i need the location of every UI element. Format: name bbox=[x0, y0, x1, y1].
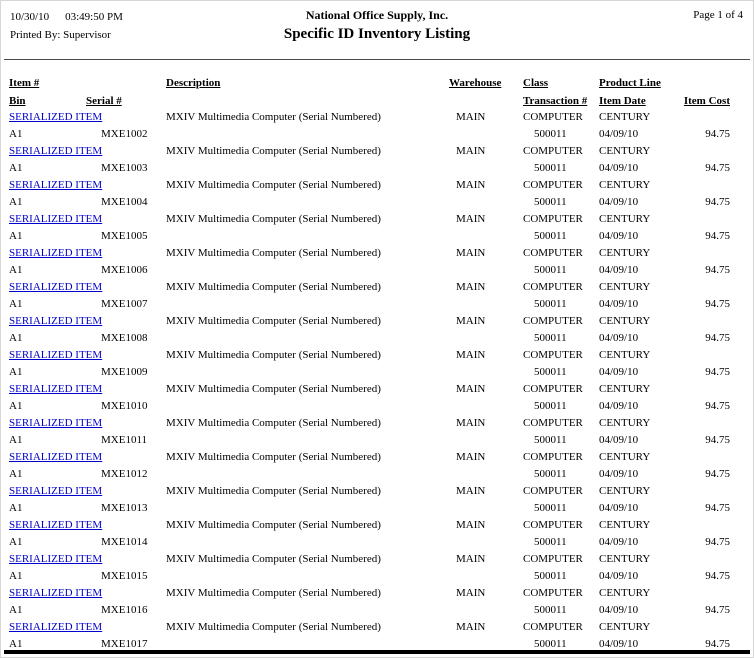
col-header-bin: Bin bbox=[9, 95, 26, 107]
bin-cell: A1 bbox=[9, 604, 23, 616]
class-cell: COMPUTER bbox=[523, 553, 583, 565]
item-link[interactable]: SERIALIZED ITEM bbox=[9, 587, 103, 599]
item-line-1 bbox=[1, 279, 753, 296]
warehouse-cell: MAIN bbox=[456, 247, 486, 259]
class-cell: COMPUTER bbox=[523, 213, 583, 225]
item-cost-cell: 94.75 bbox=[705, 468, 730, 480]
serial-cell: MXE1011 bbox=[101, 434, 148, 446]
col-header-item-cost: Item Cost bbox=[683, 95, 730, 107]
item-line-2 bbox=[1, 262, 753, 279]
product-line-cell: CENTURY bbox=[599, 621, 651, 633]
product-line-cell: CENTURY bbox=[599, 383, 651, 395]
product-line-cell: CENTURY bbox=[599, 315, 651, 327]
description-cell: MXIV Multimedia Computer (Serial Numbered) bbox=[166, 451, 381, 463]
item-date-cell: 04/09/10 bbox=[599, 332, 639, 344]
transaction-cell: 500011 bbox=[534, 638, 567, 650]
warehouse-cell: MAIN bbox=[456, 553, 486, 565]
item-line-2 bbox=[1, 398, 753, 415]
transaction-cell: 500011 bbox=[534, 332, 567, 344]
product-line-cell: CENTURY bbox=[599, 111, 651, 123]
item-line-2 bbox=[1, 432, 753, 449]
warehouse-cell: MAIN bbox=[456, 213, 486, 225]
product-line-cell: CENTURY bbox=[599, 417, 651, 429]
item-line-2 bbox=[1, 534, 753, 551]
item-line-1 bbox=[1, 517, 753, 534]
table-row bbox=[1, 517, 753, 551]
table-row bbox=[1, 483, 753, 517]
product-line-cell: CENTURY bbox=[599, 485, 651, 497]
description-cell: MXIV Multimedia Computer (Serial Numbered) bbox=[166, 553, 381, 565]
item-line-2 bbox=[1, 364, 753, 381]
class-cell: COMPUTER bbox=[523, 451, 583, 463]
description-cell: MXIV Multimedia Computer (Serial Numbered) bbox=[166, 417, 381, 429]
item-cost-cell: 94.75 bbox=[705, 536, 730, 548]
warehouse-cell: MAIN bbox=[456, 281, 486, 293]
bin-cell: A1 bbox=[9, 298, 23, 310]
item-link[interactable]: SERIALIZED ITEM bbox=[9, 247, 103, 259]
warehouse-cell: MAIN bbox=[456, 451, 486, 463]
description-cell: MXIV Multimedia Computer (Serial Numbered) bbox=[166, 519, 381, 531]
transaction-cell: 500011 bbox=[534, 434, 567, 446]
item-cost-cell: 94.75 bbox=[705, 264, 730, 276]
transaction-cell: 500011 bbox=[534, 536, 567, 548]
item-date-cell: 04/09/10 bbox=[599, 536, 639, 548]
serial-cell: MXE1006 bbox=[101, 264, 148, 276]
table-row bbox=[1, 143, 753, 177]
item-line-1 bbox=[1, 211, 753, 228]
item-line-1 bbox=[1, 245, 753, 262]
class-cell: COMPUTER bbox=[523, 587, 583, 599]
transaction-cell: 500011 bbox=[534, 366, 567, 378]
item-link[interactable]: SERIALIZED ITEM bbox=[9, 145, 103, 157]
item-date-cell: 04/09/10 bbox=[599, 298, 639, 310]
warehouse-cell: MAIN bbox=[456, 519, 486, 531]
class-cell: COMPUTER bbox=[523, 485, 583, 497]
item-line-1 bbox=[1, 109, 753, 126]
item-line-2 bbox=[1, 194, 753, 211]
class-cell: COMPUTER bbox=[523, 621, 583, 633]
report-date: 10/30/10 bbox=[10, 11, 50, 23]
item-link[interactable]: SERIALIZED ITEM bbox=[9, 383, 103, 395]
page-indicator: Page 1 of 4 bbox=[693, 9, 743, 21]
item-line-2 bbox=[1, 466, 753, 483]
product-line-cell: CENTURY bbox=[599, 451, 651, 463]
description-cell: MXIV Multimedia Computer (Serial Numbered) bbox=[166, 349, 381, 361]
description-cell: MXIV Multimedia Computer (Serial Numbered) bbox=[166, 587, 381, 599]
product-line-cell: CENTURY bbox=[599, 179, 651, 191]
transaction-cell: 500011 bbox=[534, 128, 567, 140]
product-line-cell: CENTURY bbox=[599, 349, 651, 361]
item-cost-cell: 94.75 bbox=[705, 400, 730, 412]
description-cell: MXIV Multimedia Computer (Serial Numbered) bbox=[166, 213, 381, 225]
warehouse-cell: MAIN bbox=[456, 349, 486, 361]
serial-cell: MXE1017 bbox=[101, 638, 148, 650]
warehouse-cell: MAIN bbox=[456, 417, 486, 429]
item-cost-cell: 94.75 bbox=[705, 298, 730, 310]
table-row bbox=[1, 415, 753, 449]
serial-cell: MXE1007 bbox=[101, 298, 148, 310]
col-header-item: Item # bbox=[9, 77, 40, 89]
serial-cell: MXE1002 bbox=[101, 128, 148, 140]
col-header-item-date: Item Date bbox=[599, 95, 646, 107]
page-end-rule bbox=[4, 650, 750, 654]
description-cell: MXIV Multimedia Computer (Serial Numbered) bbox=[166, 315, 381, 327]
item-line-2 bbox=[1, 500, 753, 517]
product-line-cell: CENTURY bbox=[599, 145, 651, 157]
col-header-serial: Serial # bbox=[86, 95, 122, 107]
item-line-2 bbox=[1, 296, 753, 313]
bin-cell: A1 bbox=[9, 264, 23, 276]
class-cell: COMPUTER bbox=[523, 179, 583, 191]
item-date-cell: 04/09/10 bbox=[599, 196, 639, 208]
item-line-1 bbox=[1, 585, 753, 602]
company-name: National Office Supply, Inc. bbox=[305, 8, 449, 22]
bin-cell: A1 bbox=[9, 536, 23, 548]
table-row bbox=[1, 347, 753, 381]
item-line-1 bbox=[1, 449, 753, 466]
item-cost-cell: 94.75 bbox=[705, 502, 730, 514]
item-link[interactable]: SERIALIZED ITEM bbox=[9, 485, 103, 497]
product-line-cell: CENTURY bbox=[599, 213, 651, 225]
table-row bbox=[1, 109, 753, 143]
bin-cell: A1 bbox=[9, 332, 23, 344]
table-row bbox=[1, 279, 753, 313]
item-line-2 bbox=[1, 602, 753, 619]
item-link[interactable]: SERIALIZED ITEM bbox=[9, 451, 103, 463]
description-cell: MXIV Multimedia Computer (Serial Numbered) bbox=[166, 247, 381, 259]
col-header-product-line: Product Line bbox=[599, 77, 661, 89]
item-line-1 bbox=[1, 143, 753, 160]
item-link[interactable]: SERIALIZED ITEM bbox=[9, 315, 103, 327]
item-cost-cell: 94.75 bbox=[705, 128, 730, 140]
warehouse-cell: MAIN bbox=[456, 621, 486, 633]
warehouse-cell: MAIN bbox=[456, 315, 486, 327]
table-row bbox=[1, 245, 753, 279]
col-header-warehouse: Warehouse bbox=[449, 77, 502, 89]
table-row bbox=[1, 381, 753, 415]
product-line-cell: CENTURY bbox=[599, 519, 651, 531]
class-cell: COMPUTER bbox=[523, 111, 583, 123]
product-line-cell: CENTURY bbox=[599, 281, 651, 293]
description-cell: MXIV Multimedia Computer (Serial Numbered) bbox=[166, 485, 381, 497]
warehouse-cell: MAIN bbox=[456, 145, 486, 157]
bin-cell: A1 bbox=[9, 570, 23, 582]
bin-cell: A1 bbox=[9, 196, 23, 208]
col-header-description: Description bbox=[166, 77, 221, 89]
transaction-cell: 500011 bbox=[534, 298, 567, 310]
item-line-2 bbox=[1, 126, 753, 143]
serial-cell: MXE1016 bbox=[101, 604, 148, 616]
class-cell: COMPUTER bbox=[523, 417, 583, 429]
bin-cell: A1 bbox=[9, 366, 23, 378]
item-date-cell: 04/09/10 bbox=[599, 468, 639, 480]
item-link[interactable]: SERIALIZED ITEM bbox=[9, 417, 103, 429]
item-cost-cell: 94.75 bbox=[705, 570, 730, 582]
serial-cell: MXE1010 bbox=[101, 400, 148, 412]
item-link[interactable]: SERIALIZED ITEM bbox=[9, 349, 103, 361]
col-header-class: Class bbox=[523, 77, 549, 89]
item-line-2 bbox=[1, 228, 753, 245]
item-cost-cell: 94.75 bbox=[705, 230, 730, 242]
item-date-cell: 04/09/10 bbox=[599, 604, 639, 616]
item-line-2 bbox=[1, 160, 753, 177]
warehouse-cell: MAIN bbox=[456, 179, 486, 191]
class-cell: COMPUTER bbox=[523, 281, 583, 293]
description-cell: MXIV Multimedia Computer (Serial Numbered) bbox=[166, 111, 381, 123]
item-date-cell: 04/09/10 bbox=[599, 264, 639, 276]
description-cell: MXIV Multimedia Computer (Serial Numbered) bbox=[166, 281, 381, 293]
warehouse-cell: MAIN bbox=[456, 485, 486, 497]
item-date-cell: 04/09/10 bbox=[599, 502, 639, 514]
transaction-cell: 500011 bbox=[534, 502, 567, 514]
table-row bbox=[1, 551, 753, 585]
description-cell: MXIV Multimedia Computer (Serial Numbered) bbox=[166, 621, 381, 633]
report-body bbox=[1, 109, 753, 653]
item-cost-cell: 94.75 bbox=[705, 434, 730, 446]
report-title: Specific ID Inventory Listing bbox=[283, 26, 471, 42]
product-line-cell: CENTURY bbox=[599, 587, 651, 599]
transaction-cell: 500011 bbox=[534, 570, 567, 582]
serial-cell: MXE1014 bbox=[101, 536, 148, 548]
item-line-2 bbox=[1, 330, 753, 347]
transaction-cell: 500011 bbox=[534, 400, 567, 412]
item-cost-cell: 94.75 bbox=[705, 604, 730, 616]
bin-cell: A1 bbox=[9, 128, 23, 140]
item-line-2 bbox=[1, 568, 753, 585]
serial-cell: MXE1009 bbox=[101, 366, 148, 378]
bin-cell: A1 bbox=[9, 400, 23, 412]
serial-cell: MXE1015 bbox=[101, 570, 148, 582]
serial-cell: MXE1003 bbox=[101, 162, 148, 174]
class-cell: COMPUTER bbox=[523, 383, 583, 395]
item-link[interactable]: SERIALIZED ITEM bbox=[9, 111, 103, 123]
transaction-cell: 500011 bbox=[534, 230, 567, 242]
warehouse-cell: MAIN bbox=[456, 587, 486, 599]
warehouse-cell: MAIN bbox=[456, 383, 486, 395]
item-link[interactable]: SERIALIZED ITEM bbox=[9, 179, 103, 191]
transaction-cell: 500011 bbox=[534, 468, 567, 480]
item-cost-cell: 94.75 bbox=[705, 162, 730, 174]
class-cell: COMPUTER bbox=[523, 519, 583, 531]
col-header-transaction: Transaction # bbox=[523, 95, 588, 107]
report-time: 03:49:50 PM bbox=[65, 11, 123, 23]
bin-cell: A1 bbox=[9, 230, 23, 242]
table-row bbox=[1, 449, 753, 483]
serial-cell: MXE1004 bbox=[101, 196, 148, 208]
transaction-cell: 500011 bbox=[534, 162, 567, 174]
bin-cell: A1 bbox=[9, 638, 23, 650]
bin-cell: A1 bbox=[9, 434, 23, 446]
printed-by: Printed By: Supervisor bbox=[10, 29, 111, 41]
column-header-row-2 bbox=[1, 93, 753, 110]
item-date-cell: 04/09/10 bbox=[599, 638, 639, 650]
item-date-cell: 04/09/10 bbox=[599, 434, 639, 446]
header-divider bbox=[4, 59, 750, 60]
product-line-cell: CENTURY bbox=[599, 247, 651, 259]
bin-cell: A1 bbox=[9, 502, 23, 514]
item-date-cell: 04/09/10 bbox=[599, 128, 639, 140]
item-line-1 bbox=[1, 551, 753, 568]
serial-cell: MXE1005 bbox=[101, 230, 148, 242]
table-row bbox=[1, 619, 753, 653]
item-line-1 bbox=[1, 381, 753, 398]
item-line-1 bbox=[1, 177, 753, 194]
item-date-cell: 04/09/10 bbox=[599, 162, 639, 174]
item-date-cell: 04/09/10 bbox=[599, 366, 639, 378]
class-cell: COMPUTER bbox=[523, 349, 583, 361]
item-line-1 bbox=[1, 619, 753, 636]
item-link[interactable]: SERIALIZED ITEM bbox=[9, 553, 103, 565]
item-cost-cell: 94.75 bbox=[705, 638, 730, 650]
item-link[interactable]: SERIALIZED ITEM bbox=[9, 621, 103, 633]
table-row bbox=[1, 313, 753, 347]
item-cost-cell: 94.75 bbox=[705, 196, 730, 208]
bin-cell: A1 bbox=[9, 468, 23, 480]
item-line-1 bbox=[1, 415, 753, 432]
item-cost-cell: 94.75 bbox=[705, 332, 730, 344]
column-header-row-1 bbox=[1, 75, 753, 92]
class-cell: COMPUTER bbox=[523, 145, 583, 157]
item-link[interactable]: SERIALIZED ITEM bbox=[9, 519, 103, 531]
item-date-cell: 04/09/10 bbox=[599, 230, 639, 242]
table-row bbox=[1, 177, 753, 211]
serial-cell: MXE1008 bbox=[101, 332, 148, 344]
product-line-cell: CENTURY bbox=[599, 553, 651, 565]
item-cost-cell: 94.75 bbox=[705, 366, 730, 378]
warehouse-cell: MAIN bbox=[456, 111, 486, 123]
transaction-cell: 500011 bbox=[534, 196, 567, 208]
transaction-cell: 500011 bbox=[534, 264, 567, 276]
transaction-cell: 500011 bbox=[534, 604, 567, 616]
item-date-cell: 04/09/10 bbox=[599, 570, 639, 582]
item-link[interactable]: SERIALIZED ITEM bbox=[9, 281, 103, 293]
class-cell: COMPUTER bbox=[523, 247, 583, 259]
table-row bbox=[1, 585, 753, 619]
item-date-cell: 04/09/10 bbox=[599, 400, 639, 412]
serial-cell: MXE1013 bbox=[101, 502, 148, 514]
bin-cell: A1 bbox=[9, 162, 23, 174]
serial-cell: MXE1012 bbox=[101, 468, 148, 480]
table-row bbox=[1, 211, 753, 245]
item-link[interactable]: SERIALIZED ITEM bbox=[9, 213, 103, 225]
description-cell: MXIV Multimedia Computer (Serial Numbered) bbox=[166, 179, 381, 191]
description-cell: MXIV Multimedia Computer (Serial Numbered) bbox=[166, 145, 381, 157]
item-line-1 bbox=[1, 483, 753, 500]
class-cell: COMPUTER bbox=[523, 315, 583, 327]
item-line-1 bbox=[1, 313, 753, 330]
description-cell: MXIV Multimedia Computer (Serial Numbered) bbox=[166, 383, 381, 395]
item-line-1 bbox=[1, 347, 753, 364]
